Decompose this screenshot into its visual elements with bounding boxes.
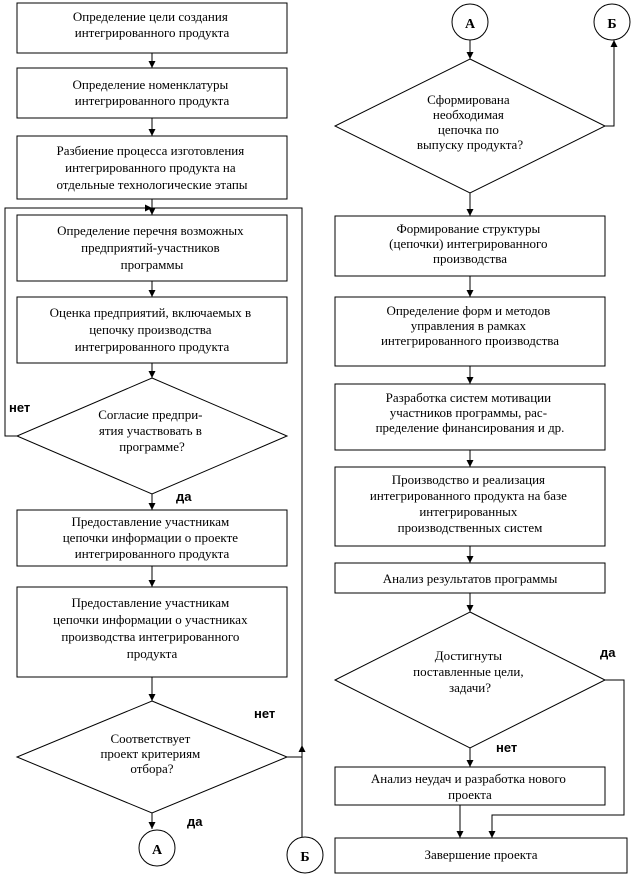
nomenclature-box bbox=[17, 68, 287, 118]
label-criteria-yes: да bbox=[187, 814, 203, 829]
svg-text:Анализ результатов программы: Анализ результатов программы bbox=[382, 571, 558, 586]
svg-text:Сформирована необходимая: Сформирована необходимая цепочка по выпуску продукта? bbox=[416, 92, 524, 152]
label-agreement-no: нет bbox=[9, 400, 31, 415]
connector-a-top bbox=[452, 4, 488, 40]
svg-text:Б: Б bbox=[607, 17, 617, 32]
label-goals-yes: да bbox=[600, 645, 616, 660]
svg-text:Соответствует проект кри: Соответствует проект критериям отбора? bbox=[100, 731, 201, 776]
connector-b-top bbox=[594, 4, 630, 40]
svg-text:Определение цели создания: Определение цели создания интегрированного продукта bbox=[72, 9, 230, 40]
svg-text:А: А bbox=[464, 17, 476, 32]
project-info-box bbox=[17, 510, 287, 566]
svg-text:Согласие предпри- ятия у: Согласие предпри- ятия участвовать в программе? bbox=[98, 407, 203, 454]
svg-text:Разработка систем мотивации: Разработка систем мотивации участников программы, рас- пределение финансирования и др. bbox=[375, 390, 565, 435]
svg-text:Формирование структуры (: Формирование структуры (цепочки) интегрированного производства bbox=[389, 221, 548, 266]
stages-box bbox=[17, 136, 287, 199]
agreement-decision bbox=[17, 378, 287, 494]
criteria-decision bbox=[17, 701, 287, 813]
edge-chain-no-to-b bbox=[605, 40, 614, 126]
svg-text:Разбиение процесса изготовлени: Разбиение процесса изготовления интегрированного продукта на отдельные технологические этапы bbox=[56, 143, 248, 192]
svg-text:Определение номенклатуры: Определение номенклатуры интегрированного продукта bbox=[72, 77, 230, 108]
evaluation-box bbox=[17, 297, 287, 363]
connector-b-bottom bbox=[287, 837, 323, 873]
svg-text:Оценка предприятий, включаемых: Оценка предприятий, включаемых в цепочку производства интегрированного продукта bbox=[49, 305, 252, 354]
svg-text:А: А bbox=[151, 843, 163, 858]
svg-text:Производство и реализация: Производство и реализация интегрированного продукта на базе интегрированных производственных систем bbox=[369, 472, 567, 535]
participants-list-box bbox=[17, 215, 287, 281]
connector-a-bottom bbox=[139, 830, 175, 866]
structure-box bbox=[335, 216, 605, 276]
svg-text:Завершение проекта: Завершение проекта bbox=[424, 847, 538, 862]
analysis-box bbox=[335, 563, 605, 593]
completion-box bbox=[335, 838, 627, 873]
svg-text:Определение перечня возможных: Определение перечня возможных предприятий-участников программы bbox=[57, 223, 244, 272]
svg-text:Предоставление участникам: Предоставление участникам цепочки информации о проекте интегрированного продукта bbox=[62, 514, 239, 561]
svg-text:Б: Б bbox=[300, 850, 310, 865]
goals-decision bbox=[335, 612, 605, 748]
svg-text:Предоставление участникам: Предоставление участникам цепочки информации о участниках производства интегрированного продукта bbox=[53, 595, 248, 661]
production-box bbox=[335, 467, 605, 546]
label-goals-no: нет bbox=[496, 740, 518, 755]
label-criteria-no: нет bbox=[254, 706, 276, 721]
svg-text:Определение форм и методов: Определение форм и методов управления в рамках интегрированного производства bbox=[380, 303, 560, 348]
chain-decision bbox=[335, 59, 605, 193]
goal-box bbox=[17, 3, 287, 53]
participants-info-box bbox=[17, 587, 287, 677]
motivation-box bbox=[335, 384, 605, 450]
svg-text:Достигнуты поставленные: Достигнуты поставленные цели, задачи? bbox=[413, 648, 524, 695]
label-agreement-yes: да bbox=[176, 489, 192, 504]
failure-analysis-box bbox=[335, 767, 605, 805]
svg-text:Анализ неудач и разработка нов: Анализ неудач и разработка нового проекта bbox=[370, 771, 566, 802]
management-box bbox=[335, 297, 605, 366]
